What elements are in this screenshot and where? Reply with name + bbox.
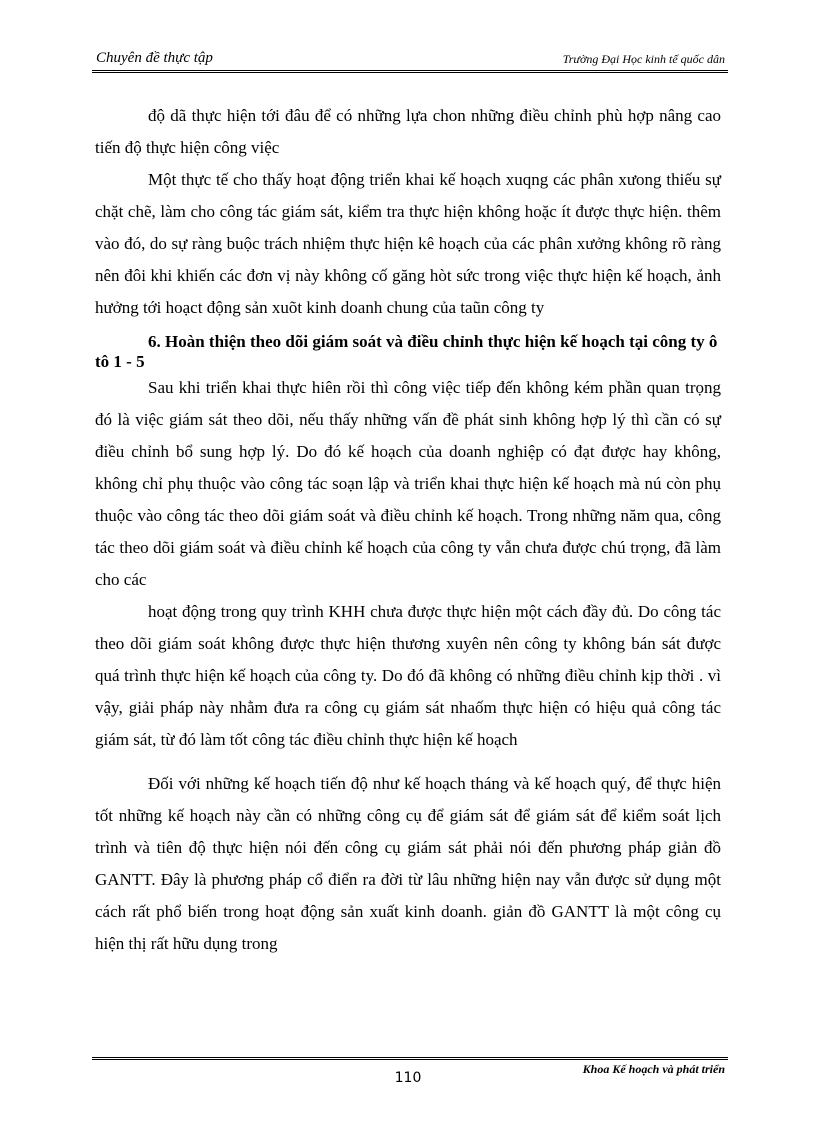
header-title-left: Chuyên đề thực tập [96,50,213,66]
paragraph-2: Một thực tế cho thấy hoạt động triển khai kế hoạch xuqng các phân xưong thiếu sự chặt chẽ, làm cho công tác giám sát, kiểm tra thực hiện không hoặc ít được thực hiện. thêm vào đó, do sự ràng buộc trách nhiệm thực hiện kê hoạch của các phân xưởng không rõ ràng nên đôi khi khiến các đơn vị này không cố găng hòt sức trong việc thực hiện kế hoạch, ảnh hưởng tới hoạct động sản xuõt kinh doanh chung của taũn công ty [95,170,721,317]
footer-department: Khoa Kế hoạch và phát triển [582,1062,725,1076]
paragraph-5: Đối với những kế hoạch tiến độ như kế hoạch tháng và kế hoạch quý, để thực hiện tốt những kế hoạch này cần có những công cụ để giám sát để giám sát để kiểm soát lịch trình và tiên độ thực hiện nói đến công cụ giám sát phải nói đến phương pháp giản đồ GANTT. Đây là phương pháp cổ điển ra đời từ lâu những hiện nay vẫn được sử dụng một cách rất phổ biến trong hoạt động sản xuất kinh doanh. giản đồ GANTT là một công cụ hiện thị rất hữu dụng trong [95,774,721,953]
paragraph-3: Sau khi triển khai thực hiên rồi thì công việc tiếp đến không kém phần quan trọng đó là việc giám sát theo dõi, nếu thấy những vấn đề phát sinh không hợp lý thì cần có sự điều chỉnh bổ sung hợp lý. Do đó kế hoạch của doanh nghiệp có đạt được hay không, không chỉ phụ thuộc vào công tác soạn lập và triển khai thực hiện kế hoạch mà nú còn phụ thuộc vào công tác theo dõi giám soát và điều chỉnh kế hoạch. Trong những năm qua, công tác theo dõi giám soát và điều chỉnh kế hoạch của công ty vẫn chưa được chú trọng, đã làm cho các [95,378,721,589]
paragraph-1: độ dã thực hiện tới đâu để có những lựa chon những điều chỉnh phù hợp nâng cao tiến độ thực hiện công việc [95,106,721,157]
page-number: 110 [394,1070,422,1086]
paragraph-4: hoạt động trong quy trình KHH chưa được thực hiện một cách đầy đủ. Do công tác theo dõi giám soát không được thực hiện thương xuyên nên công ty không bán sát được quá trình thực hiện kế hoạch của công ty. Do đó đã không có những điều chỉnh kịp thời . vì vậy, giải pháp này nhằm đưa ra công cụ giám sát nhaốm thực hiện có hiệu quả công tác giám sát, từ đó làm tốt công tác điều chỉnh thực hiện kế hoạch [95,602,721,749]
header-divider [92,70,728,73]
section-heading: 6. Hoàn thiện theo dõi giám soát và điều chỉnh thực hiện kế hoạch tại công ty ô tô 1 - 5 [95,332,718,371]
footer-divider [92,1057,728,1060]
header-title-right: Trường Đại Học kinh tế quốc dân [562,52,725,66]
document-body [95,100,721,960]
